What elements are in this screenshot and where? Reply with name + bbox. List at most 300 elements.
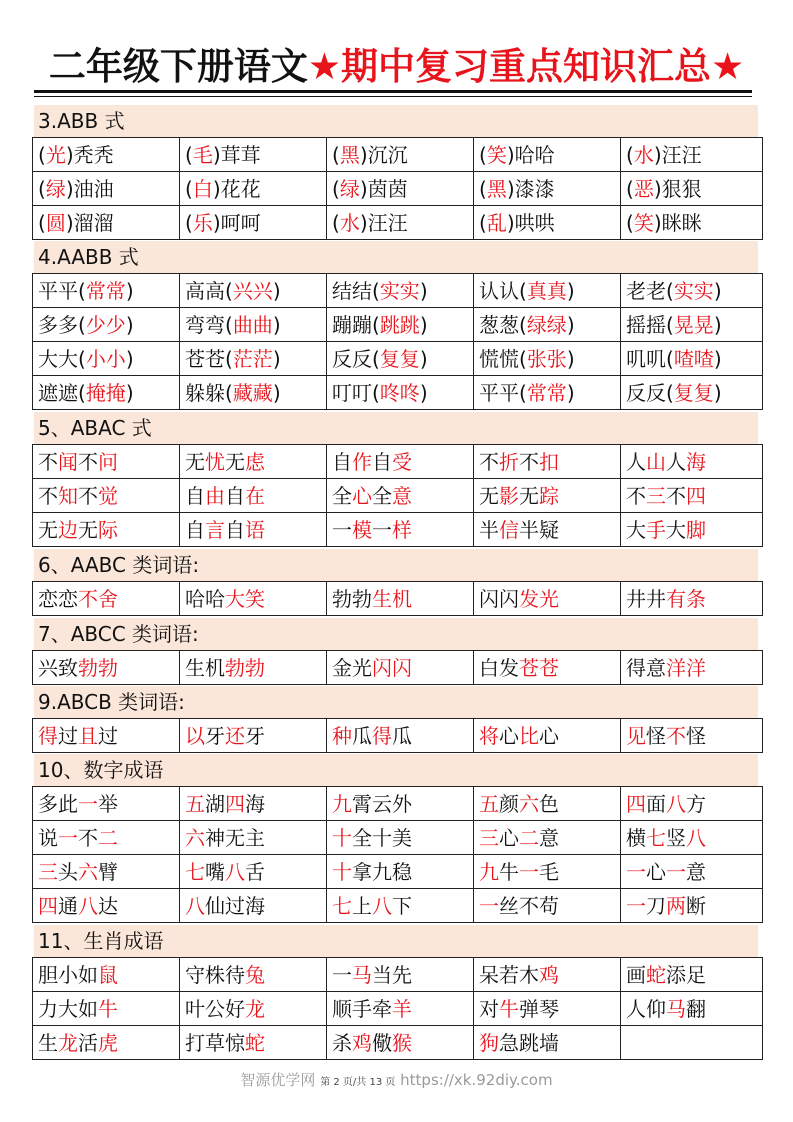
word-cell (180, 958, 327, 992)
highlight-text: 常常 (85, 278, 126, 303)
word-cell (180, 787, 327, 821)
word-cell (33, 992, 180, 1026)
word-cell (621, 992, 763, 1026)
highlight-text: 勃勃 (78, 655, 118, 680)
word-cell (327, 274, 474, 308)
plain-text: )哈哈 (506, 142, 555, 167)
plain-text: )哄哄 (506, 210, 555, 235)
highlight-text: 八 (78, 893, 98, 918)
plain-text: 得意 (626, 655, 666, 680)
plain-text: 竖 (666, 825, 686, 850)
word-cell (33, 479, 180, 513)
word-cell (474, 787, 621, 821)
highlight-text: 鼠 (98, 962, 118, 987)
table-row (33, 992, 763, 1026)
table-row (33, 855, 763, 889)
word-cell (180, 992, 327, 1026)
word-cell (474, 308, 621, 342)
highlight-text: 三 (479, 825, 499, 850)
word-cell (33, 1026, 180, 1060)
plain-text: 一 (332, 517, 352, 542)
highlight-text: 圆 (45, 210, 66, 235)
plain-text: )茵茵 (359, 176, 408, 201)
word-cell (474, 376, 621, 410)
plain-text: 自 (185, 517, 205, 542)
plain-text: 臂 (98, 859, 118, 884)
plain-text: 生 (38, 1030, 58, 1055)
plain-text: 不 (666, 483, 686, 508)
plain-text: )沉沉 (359, 142, 408, 167)
word-cell (474, 138, 621, 172)
plain-text: ( (185, 210, 193, 235)
plain-text: ) (125, 346, 134, 371)
word-cell (474, 342, 621, 376)
highlight-text: 闪闪 (372, 655, 412, 680)
word-cell (33, 445, 180, 479)
word-cell (621, 787, 763, 821)
word-table (32, 786, 763, 923)
highlight-text: 大笑 (225, 586, 265, 611)
plain-text: 疑 (539, 517, 559, 542)
plain-text: 无 (185, 449, 205, 474)
plain-text: 自 (225, 483, 245, 508)
word-cell (180, 376, 327, 410)
word-cell (327, 445, 474, 479)
word-cell (474, 958, 621, 992)
highlight-text: 三 (646, 483, 666, 508)
plain-text: 说 (38, 825, 58, 850)
highlight-text: 黑 (486, 176, 507, 201)
plain-text: 大 (626, 517, 646, 542)
word-cell (327, 513, 474, 547)
plain-text: 过 (58, 723, 78, 748)
word-cell (327, 1026, 474, 1060)
plain-text: 多此 (38, 791, 78, 816)
plain-text: )狠狠 (653, 176, 702, 201)
word-cell (180, 274, 327, 308)
word-cell (180, 342, 327, 376)
word-cell (474, 513, 621, 547)
word-cell (180, 651, 327, 685)
word-table (32, 444, 763, 547)
highlight-text: 牛 (499, 996, 519, 1021)
highlight-text: 以 (185, 723, 205, 748)
word-cell (33, 855, 180, 889)
plain-text: 通 (58, 893, 78, 918)
highlight-text: 毛 (192, 142, 213, 167)
word-cell (33, 889, 180, 923)
plain-text: ) (272, 346, 281, 371)
word-cell (33, 138, 180, 172)
plain-text: 自 (225, 517, 245, 542)
section-header: 5、ABAC 式 (34, 412, 758, 444)
word-cell (474, 479, 621, 513)
section-header: 7、ABCC 类词语: (34, 618, 758, 650)
highlight-text: 九 (332, 791, 352, 816)
highlight-text: 扣 (539, 449, 559, 474)
highlight-text: 曲曲 (232, 312, 273, 337)
word-cell (33, 513, 180, 547)
word-cell (180, 855, 327, 889)
word-cell (621, 1026, 763, 1060)
word-cell (327, 787, 474, 821)
word-cell (33, 582, 180, 616)
plain-text: )油油 (65, 176, 114, 201)
highlight-text: 四 (38, 893, 58, 918)
plain-text: 牙 (245, 723, 265, 748)
plain-text: 色 (539, 791, 559, 816)
plain-text: 面 (646, 791, 666, 816)
plain-text: 心 (499, 723, 519, 748)
highlight-text: 际 (98, 517, 118, 542)
table-row (33, 445, 763, 479)
plain-text: )汪汪 (653, 142, 702, 167)
plain-text: ) (566, 278, 575, 303)
plain-text: ( (38, 210, 46, 235)
plain-text: ( (479, 210, 487, 235)
plain-text: 心 (646, 859, 666, 884)
table-row (33, 376, 763, 410)
plain-text: 自 (372, 449, 392, 474)
plain-text: )漆漆 (506, 176, 555, 201)
highlight-text: 一 (666, 859, 686, 884)
word-cell (474, 889, 621, 923)
plain-text: 不 (626, 483, 646, 508)
highlight-text: 少少 (85, 312, 126, 337)
plain-text: 哈哈 (185, 586, 225, 611)
word-table (32, 581, 763, 616)
word-cell (327, 889, 474, 923)
highlight-text: 一 (626, 893, 646, 918)
plain-text: 怪 (646, 723, 666, 748)
highlight-text: 乐 (192, 210, 213, 235)
highlight-text: 笑 (486, 142, 507, 167)
word-cell (474, 719, 621, 753)
highlight-text: 恶 (633, 176, 654, 201)
plain-text: 大 (666, 517, 686, 542)
highlight-text: 鸡 (539, 962, 559, 987)
plain-text: ) (419, 312, 428, 337)
word-cell (180, 821, 327, 855)
highlight-text: 四 (626, 791, 646, 816)
word-cell (180, 1026, 327, 1060)
plain-text: 勃勃 (332, 586, 372, 611)
highlight-text: 兔 (245, 962, 265, 987)
highlight-text: 小小 (85, 346, 126, 371)
plain-text: ) (419, 278, 428, 303)
highlight-text: 八 (666, 791, 686, 816)
word-cell (180, 719, 327, 753)
word-table (32, 137, 763, 240)
plain-text: 丝不苟 (499, 893, 559, 918)
plain-text: ) (713, 346, 722, 371)
plain-text: ) (125, 278, 134, 303)
footer-site: 智源优学网 (240, 1071, 316, 1089)
highlight-text: 苍苍 (519, 655, 559, 680)
highlight-text: 水 (633, 142, 654, 167)
word-cell (327, 821, 474, 855)
highlight-text: 七 (332, 893, 352, 918)
word-cell (327, 582, 474, 616)
word-cell (621, 376, 763, 410)
highlight-text: 折 (499, 449, 519, 474)
plain-text: 达 (98, 893, 118, 918)
plain-text: 刀 (646, 893, 666, 918)
word-cell (33, 958, 180, 992)
highlight-text: 六 (519, 791, 539, 816)
highlight-text: 见 (626, 723, 646, 748)
plain-text: 全十美 (352, 825, 412, 850)
highlight-text: 一 (78, 791, 98, 816)
plain-text: 全 (332, 483, 352, 508)
plain-text: ) (272, 278, 281, 303)
highlight-text: 五 (479, 791, 499, 816)
highlight-text: 一 (479, 893, 499, 918)
plain-text: )汪汪 (359, 210, 408, 235)
highlight-text: 洋洋 (666, 655, 706, 680)
plain-text: 打草惊 (185, 1030, 245, 1055)
plain-text: 意 (539, 825, 559, 850)
highlight-text: 咚咚 (379, 380, 420, 405)
plain-text: 遮遮( (38, 380, 86, 405)
plain-text: )秃秃 (65, 142, 114, 167)
plain-text: 神无主 (205, 825, 265, 850)
word-cell (621, 651, 763, 685)
plain-text: ( (479, 176, 487, 201)
word-cell (33, 651, 180, 685)
table-row (33, 958, 763, 992)
plain-text: ( (626, 142, 634, 167)
plain-text: 下 (392, 893, 412, 918)
section-header: 6、AABC 类词语: (34, 549, 758, 581)
plain-text: ( (38, 142, 46, 167)
highlight-text: 复复 (673, 380, 714, 405)
plain-text: ) (125, 312, 134, 337)
highlight-text: 蛇 (245, 1030, 265, 1055)
plain-text: 老老( (626, 278, 674, 303)
table-row (33, 206, 763, 240)
table-row (33, 308, 763, 342)
highlight-text: 掩掩 (85, 380, 126, 405)
highlight-text: 样 (392, 517, 412, 542)
word-cell (180, 582, 327, 616)
highlight-text: 意 (392, 483, 412, 508)
word-cell (180, 206, 327, 240)
highlight-text: 七 (646, 825, 666, 850)
plain-text: 叽叽( (626, 346, 674, 371)
plain-text: 高高( (185, 278, 233, 303)
table-row (33, 138, 763, 172)
section-header: 10、数字成语 (34, 754, 758, 786)
highlight-text: 得 (38, 723, 58, 748)
table-row (33, 787, 763, 821)
highlight-text: 语 (245, 517, 265, 542)
word-cell (33, 342, 180, 376)
plain-text: 海 (245, 791, 265, 816)
plain-text: 顺手牵 (332, 996, 392, 1021)
plain-text: 心 (499, 825, 519, 850)
plain-text: )眯眯 (653, 210, 702, 235)
plain-text: ) (566, 346, 575, 371)
word-cell (474, 855, 621, 889)
word-cell (180, 513, 327, 547)
word-table (32, 273, 763, 410)
plain-text: )呵呵 (212, 210, 261, 235)
plain-text: ) (713, 380, 722, 405)
plain-text: ) (566, 312, 575, 337)
highlight-text: 影 (499, 483, 519, 508)
plain-text: 呆若木 (479, 962, 539, 987)
word-cell (474, 821, 621, 855)
title-rule-thick (34, 90, 752, 93)
word-cell (474, 445, 621, 479)
plain-text: 慌慌( (479, 346, 527, 371)
highlight-text: 受 (392, 449, 412, 474)
plain-text: 头 (58, 859, 78, 884)
word-cell (33, 274, 180, 308)
plain-text: 白发 (479, 655, 519, 680)
word-cell (327, 958, 474, 992)
plain-text: ( (332, 142, 340, 167)
word-cell (180, 308, 327, 342)
highlight-text: 将 (479, 723, 499, 748)
footer-url: https://xk.92diy.com (400, 1071, 553, 1089)
highlight-text: 觉 (98, 483, 118, 508)
plain-text: 不 (38, 449, 58, 474)
word-cell (474, 1026, 621, 1060)
highlight-text: 虑 (245, 449, 265, 474)
word-cell (327, 342, 474, 376)
word-cell (327, 172, 474, 206)
highlight-text: 八 (372, 893, 392, 918)
section-header: 9.ABCB 类词语: (34, 686, 758, 718)
highlight-text: 边 (58, 517, 78, 542)
word-cell (327, 719, 474, 753)
highlight-text: 八 (185, 893, 205, 918)
plain-text: ) (272, 312, 281, 337)
word-cell (180, 889, 327, 923)
highlight-text: 七 (185, 859, 205, 884)
table-row (33, 889, 763, 923)
highlight-text: 比 (519, 723, 539, 748)
plain-text: 过 (98, 723, 118, 748)
table-row (33, 342, 763, 376)
table-row (33, 479, 763, 513)
highlight-text: 实实 (673, 278, 714, 303)
plain-text: 一 (372, 517, 392, 542)
plain-text: ) (272, 380, 281, 405)
plain-text: ) (419, 380, 428, 405)
highlight-text: 狗 (479, 1030, 499, 1055)
plain-text: 举 (98, 791, 118, 816)
word-cell (327, 206, 474, 240)
highlight-text: 二 (519, 825, 539, 850)
plain-text: 湖 (205, 791, 225, 816)
word-cell (474, 172, 621, 206)
plain-text: 不 (78, 483, 98, 508)
table-row (33, 719, 763, 753)
word-cell (474, 206, 621, 240)
highlight-text: 手 (646, 517, 666, 542)
plain-text: 蹦蹦( (332, 312, 380, 337)
page-title (0, 44, 793, 90)
highlight-text: 绿 (45, 176, 66, 201)
plain-text: 自 (185, 483, 205, 508)
plain-text: 牛 (499, 859, 519, 884)
plain-text: ( (332, 210, 340, 235)
word-cell (327, 651, 474, 685)
plain-text: 人 (626, 449, 646, 474)
highlight-text: 羊 (392, 996, 412, 1021)
highlight-text: 跳跳 (379, 312, 420, 337)
highlight-text: 在 (245, 483, 265, 508)
highlight-text: 藏藏 (232, 380, 273, 405)
plain-text: 对 (479, 996, 499, 1021)
plain-text: ( (38, 176, 46, 201)
plain-text: ( (185, 176, 193, 201)
plain-text: 霄云外 (352, 791, 412, 816)
plain-text: 上 (352, 893, 372, 918)
plain-text: 牙 (205, 723, 225, 748)
plain-text: 井井 (626, 586, 666, 611)
plain-text: 兴致 (38, 655, 78, 680)
highlight-text: 发光 (519, 586, 559, 611)
word-cell (621, 855, 763, 889)
plain-text: 瓜 (392, 723, 412, 748)
highlight-text: 一 (626, 859, 646, 884)
plain-text: 躲躲( (185, 380, 233, 405)
word-cell (180, 172, 327, 206)
table-row (33, 651, 763, 685)
highlight-text: 黑 (339, 142, 360, 167)
word-table (32, 718, 763, 753)
highlight-text: 还 (225, 723, 245, 748)
plain-text: 画 (626, 962, 646, 987)
plain-text: 方 (686, 791, 706, 816)
highlight-text: 两 (666, 893, 686, 918)
word-cell (474, 274, 621, 308)
highlight-text: 勃勃 (225, 655, 265, 680)
plain-text: 断 (686, 893, 706, 918)
plain-text: 恋恋 (38, 586, 78, 611)
highlight-text: 作 (352, 449, 372, 474)
highlight-text: 鸡 (352, 1030, 372, 1055)
table-row (33, 513, 763, 547)
highlight-text: 笑 (633, 210, 654, 235)
word-cell (180, 445, 327, 479)
plain-text: 不 (38, 483, 58, 508)
word-cell (621, 582, 763, 616)
word-cell (621, 308, 763, 342)
word-cell (33, 172, 180, 206)
word-cell (621, 342, 763, 376)
word-cell (327, 138, 474, 172)
title-black: 二年级下册语文 (48, 45, 308, 88)
plain-text: 自 (332, 449, 352, 474)
plain-text: 无 (78, 517, 98, 542)
title-red: ★期中复习重点知识汇总★ (307, 45, 745, 88)
plain-text: 急跳墙 (499, 1030, 559, 1055)
highlight-text: 不 (666, 723, 686, 748)
table-row (33, 821, 763, 855)
word-cell (327, 479, 474, 513)
highlight-text: 真真 (526, 278, 567, 303)
highlight-text: 实实 (379, 278, 420, 303)
plain-text: 反反( (332, 346, 380, 371)
word-cell (327, 308, 474, 342)
word-cell (327, 855, 474, 889)
plain-text: 毛 (539, 859, 559, 884)
